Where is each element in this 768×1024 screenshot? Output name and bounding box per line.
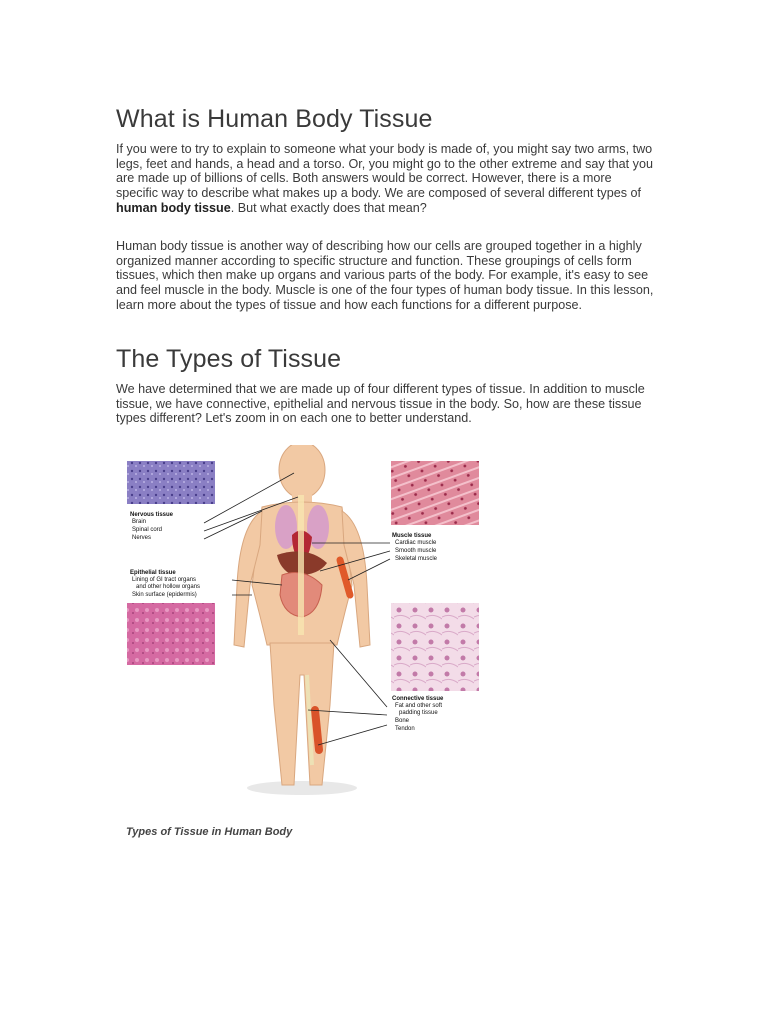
intro-text-a: If you were to try to explain to someone what your body is made of, you might say two arms, two legs, feet and hands, a head and a torso. Or, you might go to the other extreme and say that you are made up of billions of cells. Both answers would be correct. However, there is a more specific way to describe what makes up a body. We are composed of several different types of xyxy=(116,142,653,201)
muscle-item-skeletal: Skeletal muscle xyxy=(395,556,438,562)
tissue-description-paragraph: Human body tissue is another way of describing how our cells are grouped together in a highly organized manner according to specific structure and function. These groupings of cells form tissues, which then make up organs and various parts of the body. For example, it's easy to see and feel muscle in the body. Muscle is one of the four types of human body tissue. In this lesson, learn more about the types of tissue and how each functions for a different purpose. xyxy=(116,239,654,312)
connective-item-2: padding tissue xyxy=(399,710,438,716)
nervous-tissue-image xyxy=(127,461,215,504)
figure-caption: Types of Tissue in Human Body xyxy=(126,826,293,838)
connective-tissue-image xyxy=(391,603,479,691)
nervous-item-brain: Brain xyxy=(132,519,147,525)
epithelial-item-1: Lining of GI tract organs xyxy=(132,577,197,583)
connective-tissue-title: Connective tissue xyxy=(392,696,444,702)
connective-item-tendon: Tendon xyxy=(395,726,415,732)
epithelial-item-3: Skin surface (epidermis) xyxy=(132,592,197,598)
nervous-tissue-title: Nervous tissue xyxy=(130,512,174,518)
muscle-item-smooth: Smooth muscle xyxy=(395,548,437,554)
connective-item-bone: Bone xyxy=(395,718,410,724)
nervous-item-nerves: Nerves xyxy=(132,535,152,541)
muscle-tissue-image xyxy=(391,461,479,525)
epithelial-item-2: and other hollow organs xyxy=(136,584,201,590)
section-title: The Types of Tissue xyxy=(116,345,342,373)
body-illustration xyxy=(234,445,370,795)
muscle-tissue-title: Muscle tissue xyxy=(392,533,432,539)
intro-bold-term: human body tissue xyxy=(116,200,231,215)
epithelial-tissue-image xyxy=(127,603,215,665)
connective-item-1: Fat and other soft xyxy=(395,703,443,709)
tissue-diagram xyxy=(122,445,492,805)
intro-paragraph xyxy=(116,142,656,216)
intro-text-b: . But what exactly does that mean? xyxy=(230,200,427,215)
muscle-item-cardiac: Cardiac muscle xyxy=(395,540,437,546)
page-title: What is Human Body Tissue xyxy=(116,105,433,133)
epithelial-tissue-title: Epithelial tissue xyxy=(130,570,176,576)
types-paragraph: We have determined that we are made up of four different types of tissue. In addition to muscle tissue, we have connective, epithelial and nervous tissue in the body. So, how are these tissue types different? Let's zoom in on each one to better understand. xyxy=(116,382,645,426)
nervous-item-spinal-cord: Spinal cord xyxy=(132,527,163,533)
